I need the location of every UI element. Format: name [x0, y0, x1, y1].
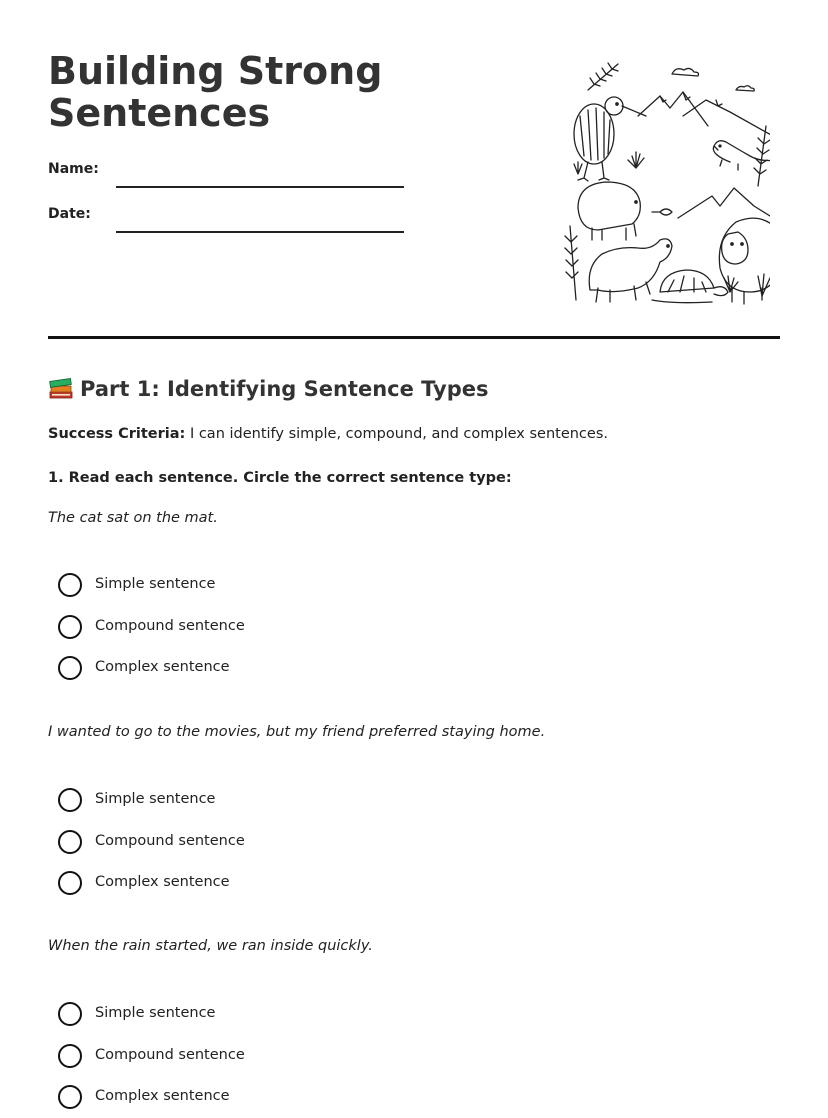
option-simple-q2[interactable]: [58, 787, 358, 813]
books-icon: [48, 375, 74, 401]
title-line-2: Sentences: [48, 91, 271, 135]
sentence-2: I wanted to go to the movies, but my friend preferred staying home.: [48, 724, 546, 740]
option-label: Compound sentence: [95, 833, 245, 849]
plant-icon: [758, 274, 770, 296]
radio-circle[interactable]: [58, 1044, 82, 1068]
option-label: Complex sentence: [95, 659, 230, 675]
section-title: Part 1: Identifying Sentence Types: [80, 377, 489, 401]
name-label: Name:: [48, 161, 99, 177]
option-label: Simple sentence: [95, 1005, 216, 1021]
sentence-3: When the rain started, we ran inside quickly.: [48, 938, 373, 954]
plant-icon: [628, 152, 644, 168]
sentence-1: The cat sat on the mat.: [48, 510, 218, 526]
option-label: Compound sentence: [95, 618, 245, 634]
question-instruction: 1. Read each sentence. Circle the correct sentence type:: [48, 470, 512, 486]
success-criteria: [48, 424, 608, 444]
date-field[interactable]: [48, 205, 408, 235]
radio-circle[interactable]: [58, 573, 82, 597]
name-field[interactable]: [48, 160, 408, 190]
option-label: Complex sentence: [95, 1088, 230, 1104]
cloud-icon: [672, 68, 699, 76]
fern-icon: [565, 226, 578, 300]
fish-icon: [652, 209, 672, 215]
cloud-icon: [736, 86, 754, 91]
option-simple-q1[interactable]: [58, 572, 358, 598]
criteria-label: Success Criteria:: [48, 426, 186, 442]
option-compound-q1[interactable]: [58, 614, 358, 640]
radio-circle[interactable]: [58, 871, 82, 895]
page-title: [48, 50, 448, 134]
option-label: Simple sentence: [95, 576, 216, 592]
animals-and-mountains-illustration: [518, 56, 770, 308]
option-complex-q2[interactable]: [58, 870, 358, 896]
section-heading: [48, 374, 488, 404]
alpaca-icon: [589, 239, 672, 302]
option-label: Simple sentence: [95, 791, 216, 807]
wombat-icon: [578, 182, 640, 240]
kiwi-icon: [574, 97, 646, 181]
plant-icon: [574, 162, 582, 174]
header-divider: [48, 336, 780, 339]
name-write-line[interactable]: [116, 186, 404, 188]
radio-circle[interactable]: [58, 1085, 82, 1109]
tortoise-icon: [652, 270, 728, 303]
radio-circle[interactable]: [58, 830, 82, 854]
radio-circle[interactable]: [58, 788, 82, 812]
worksheet-header: [48, 0, 788, 340]
option-complex-q3[interactable]: [58, 1084, 358, 1110]
title-line-1: Building Strong: [48, 49, 383, 93]
date-label: Date:: [48, 206, 91, 222]
option-simple-q3[interactable]: [58, 1001, 358, 1027]
radio-circle[interactable]: [58, 615, 82, 639]
option-compound-q2[interactable]: [58, 829, 358, 855]
mountain-icon: [678, 188, 770, 218]
radio-circle[interactable]: [58, 656, 82, 680]
criteria-text: I can identify simple, compound, and complex sentences.: [185, 426, 608, 442]
option-complex-q1[interactable]: [58, 655, 358, 681]
fern-icon: [588, 63, 618, 90]
fern-icon: [754, 126, 770, 186]
option-compound-q3[interactable]: [58, 1043, 358, 1069]
mountain-icon: [638, 92, 708, 126]
radio-circle[interactable]: [58, 1002, 82, 1026]
option-label: Compound sentence: [95, 1047, 245, 1063]
option-label: Complex sentence: [95, 874, 230, 890]
date-write-line[interactable]: [116, 231, 404, 233]
